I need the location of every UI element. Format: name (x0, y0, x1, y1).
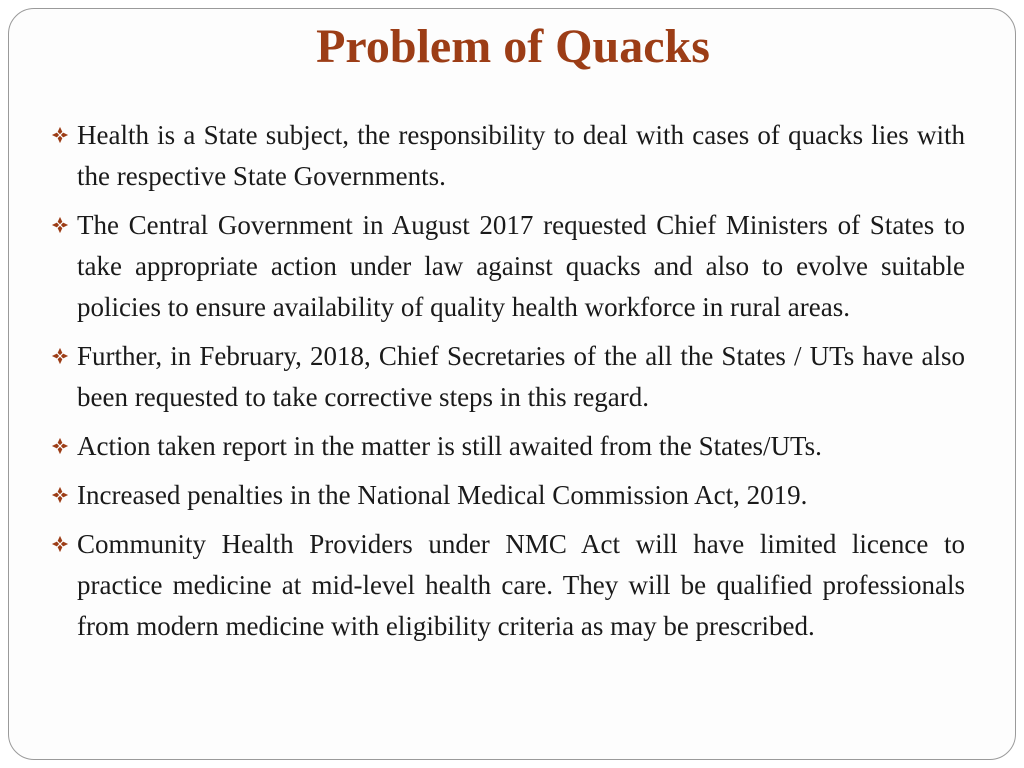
diamond-bullet-icon (51, 486, 69, 504)
bullet-item (51, 524, 965, 647)
bullet-item (51, 205, 965, 328)
diamond-bullet-icon (51, 437, 69, 455)
bullet-list (51, 115, 965, 655)
bullet-text: Community Health Providers under NMC Act will have limited licence to practice medicine at mid-level health care. They will be qualified professionals from modern medicine with eligibility criteria as may be prescribed. (77, 529, 965, 641)
bullet-text: Further, in February, 2018, Chief Secretaries of the all the States / UTs have also been requested to take corrective steps in this regard. (77, 341, 965, 412)
bullet-item (51, 336, 965, 418)
diamond-bullet-icon (51, 535, 69, 553)
bullet-item (51, 115, 965, 197)
bullet-item (51, 426, 965, 467)
diamond-bullet-icon (51, 126, 69, 144)
slide-frame (8, 8, 1016, 760)
bullet-text: Health is a State subject, the responsibility to deal with cases of quacks lies with the respective State Governments. (77, 120, 965, 191)
bullet-text: The Central Government in August 2017 requested Chief Ministers of States to take appropriate action under law against quacks and also to evolve suitable policies to ensure availability of quality health workforce in rural areas. (77, 210, 965, 322)
bullet-text: Action taken report in the matter is still awaited from the States/UTs. (77, 431, 822, 461)
slide-title: Problem of Quacks (316, 20, 710, 73)
diamond-bullet-icon (51, 347, 69, 365)
bullet-item (51, 475, 965, 516)
bullet-text: Increased penalties in the National Medical Commission Act, 2019. (77, 480, 808, 510)
diamond-bullet-icon (51, 216, 69, 234)
